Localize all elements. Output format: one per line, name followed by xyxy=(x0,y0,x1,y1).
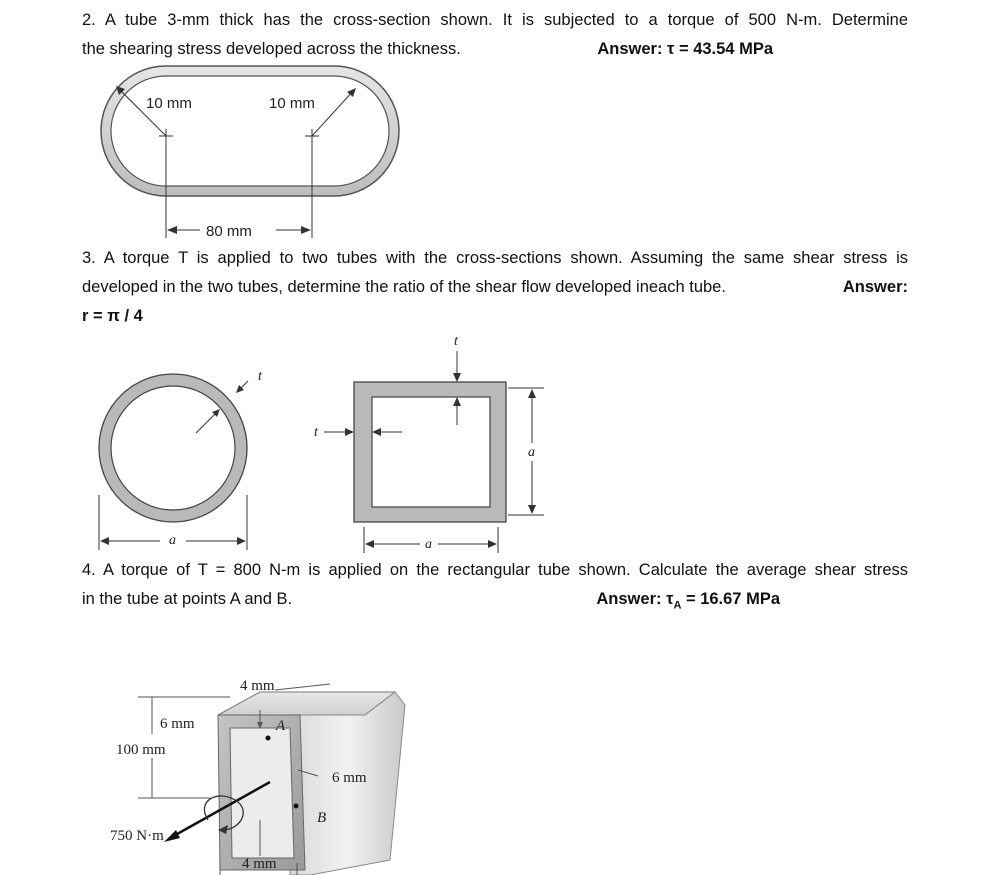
square-t-left-label: t xyxy=(314,425,318,440)
problem-3-line-2 xyxy=(82,273,908,302)
problem-3-answer-label: Answer: xyxy=(842,278,908,296)
problem-4-answer-sub: A xyxy=(673,599,682,612)
square-tube-figure xyxy=(310,335,560,560)
problem-4-text xyxy=(82,556,908,620)
problem-3-line-3 xyxy=(82,302,908,331)
problem-3-line-2-text: developed in the two tubes, determine the ratio of the shear flow developed ineach tube. xyxy=(82,278,726,296)
point-b-label: B xyxy=(317,810,327,826)
point-a-label: A xyxy=(276,718,286,734)
square-t-top-label: t xyxy=(454,334,458,349)
tube-top-face xyxy=(218,692,395,715)
square-inner-wall xyxy=(372,397,490,507)
square-a-side-label: a xyxy=(528,445,535,460)
problem-4-line-2-text: in the tube at points A and B. xyxy=(82,590,293,608)
point-b-dot xyxy=(294,804,299,809)
problem-4-answer-suffix: = 16.67 MPa xyxy=(681,590,780,608)
problem-2-text xyxy=(82,6,908,64)
problem-4-answer xyxy=(596,585,780,620)
right-thickness-label: 6 mm xyxy=(332,770,367,786)
problem-2-line-1: 2. A tube 3-mm thick has the cross-section shown. It is subjected to a torque of 500 N-m. Determine xyxy=(82,11,908,29)
problem-4-answer-prefix: Answer: τ xyxy=(596,590,674,608)
torque-label: 750 N·m xyxy=(110,828,164,844)
span-label: 80 mm xyxy=(206,223,252,240)
circle-t-label: t xyxy=(258,369,262,384)
height-label: 100 mm xyxy=(116,742,166,758)
problem-3-answer-value: r = π / 4 xyxy=(82,307,143,325)
circular-tube-figure xyxy=(90,365,280,555)
problem-2-answer: Answer: τ = 43.54 MPa xyxy=(597,40,773,58)
square-a-bottom-label: a xyxy=(425,537,432,552)
stadium-inner-wall xyxy=(111,76,389,186)
problem-2-line-2-text: the shearing stress developed across the thickness. xyxy=(82,40,461,58)
problem-3-text xyxy=(82,244,908,331)
radius-right-label: 10 mm xyxy=(269,95,315,112)
tube-opening xyxy=(230,728,294,858)
stadium-tube-figure xyxy=(80,60,420,250)
radius-left-label: 10 mm xyxy=(146,95,192,112)
circle-inner-wall xyxy=(111,386,235,510)
bottom-thickness-label: 4 mm xyxy=(242,856,277,872)
rectangular-tube-figure xyxy=(100,670,420,875)
top-thickness-label: 4 mm xyxy=(240,678,275,694)
circle-a-label: a xyxy=(169,533,176,548)
point-a-dot xyxy=(266,736,271,741)
problem-3-line-1: 3. A torque T is applied to two tubes with the cross-sections shown. Assuming the same shear stress is xyxy=(82,249,908,267)
problem-4-line-2 xyxy=(82,585,908,620)
left-thickness-label: 6 mm xyxy=(160,716,195,732)
problem-4-line-1: 4. A torque of T = 800 N-m is applied on the rectangular tube shown. Calculate the average shear stress xyxy=(82,561,908,579)
